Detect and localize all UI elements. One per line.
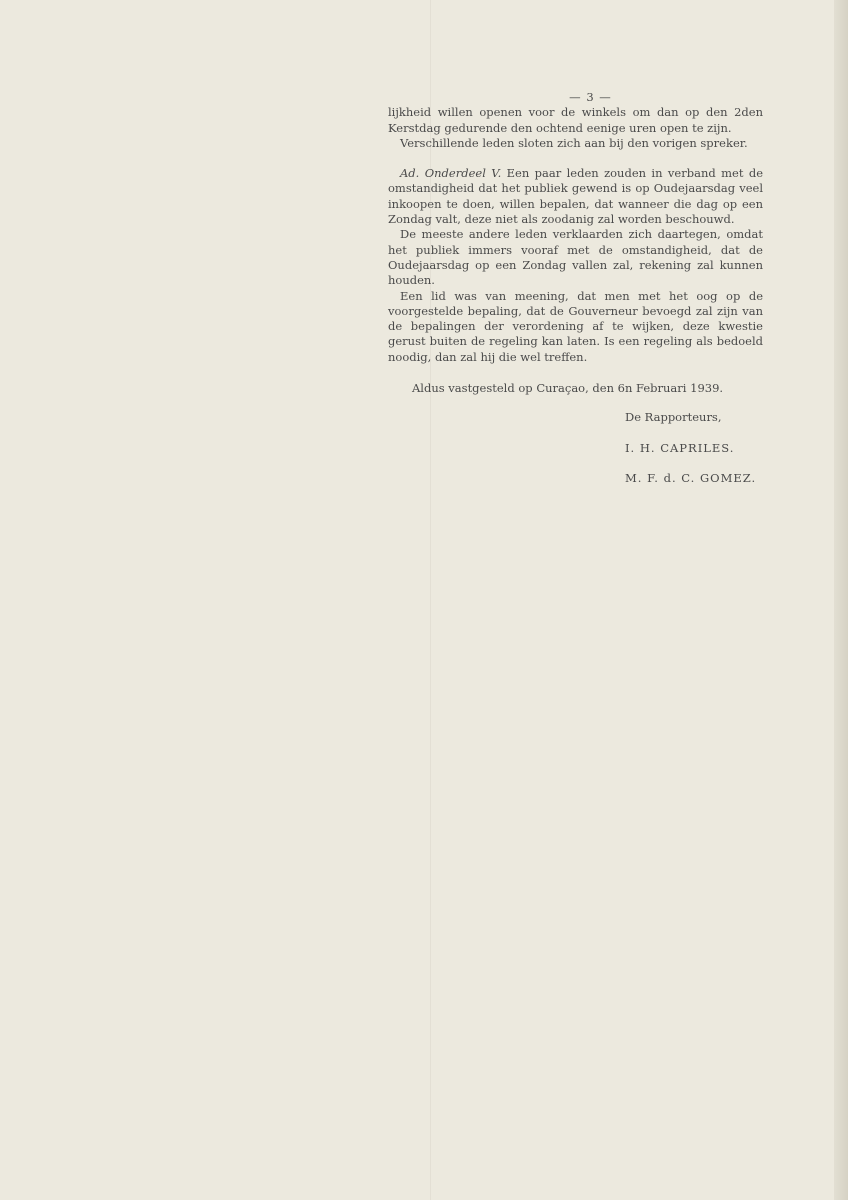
- paragraph-onderdeel-v: [388, 166, 763, 227]
- text-column: [388, 90, 763, 501]
- paragraph-objection: De meeste andere leden verklaarden zich daartegen, omdat het publiek immers vooraf met de omstandigheid, dat de Oudejaarsdag op een Zondag vallen zal, rekening zal kunnen houden.: [388, 227, 763, 288]
- paragraph-continuation: lijkheid willen openen voor de winkels om dan op den 2den Kerstdag gedurende den ochtend eenige uren open te zijn.: [388, 105, 763, 135]
- section-body: Een paar leden zouden in verband met de omstandigheid dat het publiek gewend is op Oudejaarsdag veel inkoopen te doen, willen bepalen, dat wanneer die dag op een Zondag valt, deze niet als zoodanig zal worden beschouwd.: [388, 166, 764, 227]
- paragraph-governor: Een lid was van meening, dat men met het oog op de voorgestelde bepaling, dat de Gouverneur bevoegd zal zijn van de bepalingen der verordening af te wijken, deze kwestie gerust buiten de regeling kan laten. Is een regeling als bedoeld noodig, dan zal hij die wel treffen.: [388, 288, 763, 364]
- signature-title: De Rapporteurs,: [625, 410, 722, 425]
- page-edge-shadow: [834, 0, 848, 1200]
- signature-name-gomez: M. F. d. C. GOMEZ.: [625, 470, 757, 485]
- page-number: — 3 —: [569, 90, 612, 104]
- section-heading: Ad. Onderdeel V.: [400, 166, 502, 181]
- signature-name-capriles: I. H. CAPRILES.: [625, 440, 735, 455]
- signature-block: [388, 410, 763, 486]
- paragraph-members-agree: Verschillende leden sloten zich aan bij den vorigen spreker.: [400, 135, 748, 150]
- closing-statement: Aldus vastgesteld op Curaçao, den 6n Februari 1939.: [412, 381, 724, 396]
